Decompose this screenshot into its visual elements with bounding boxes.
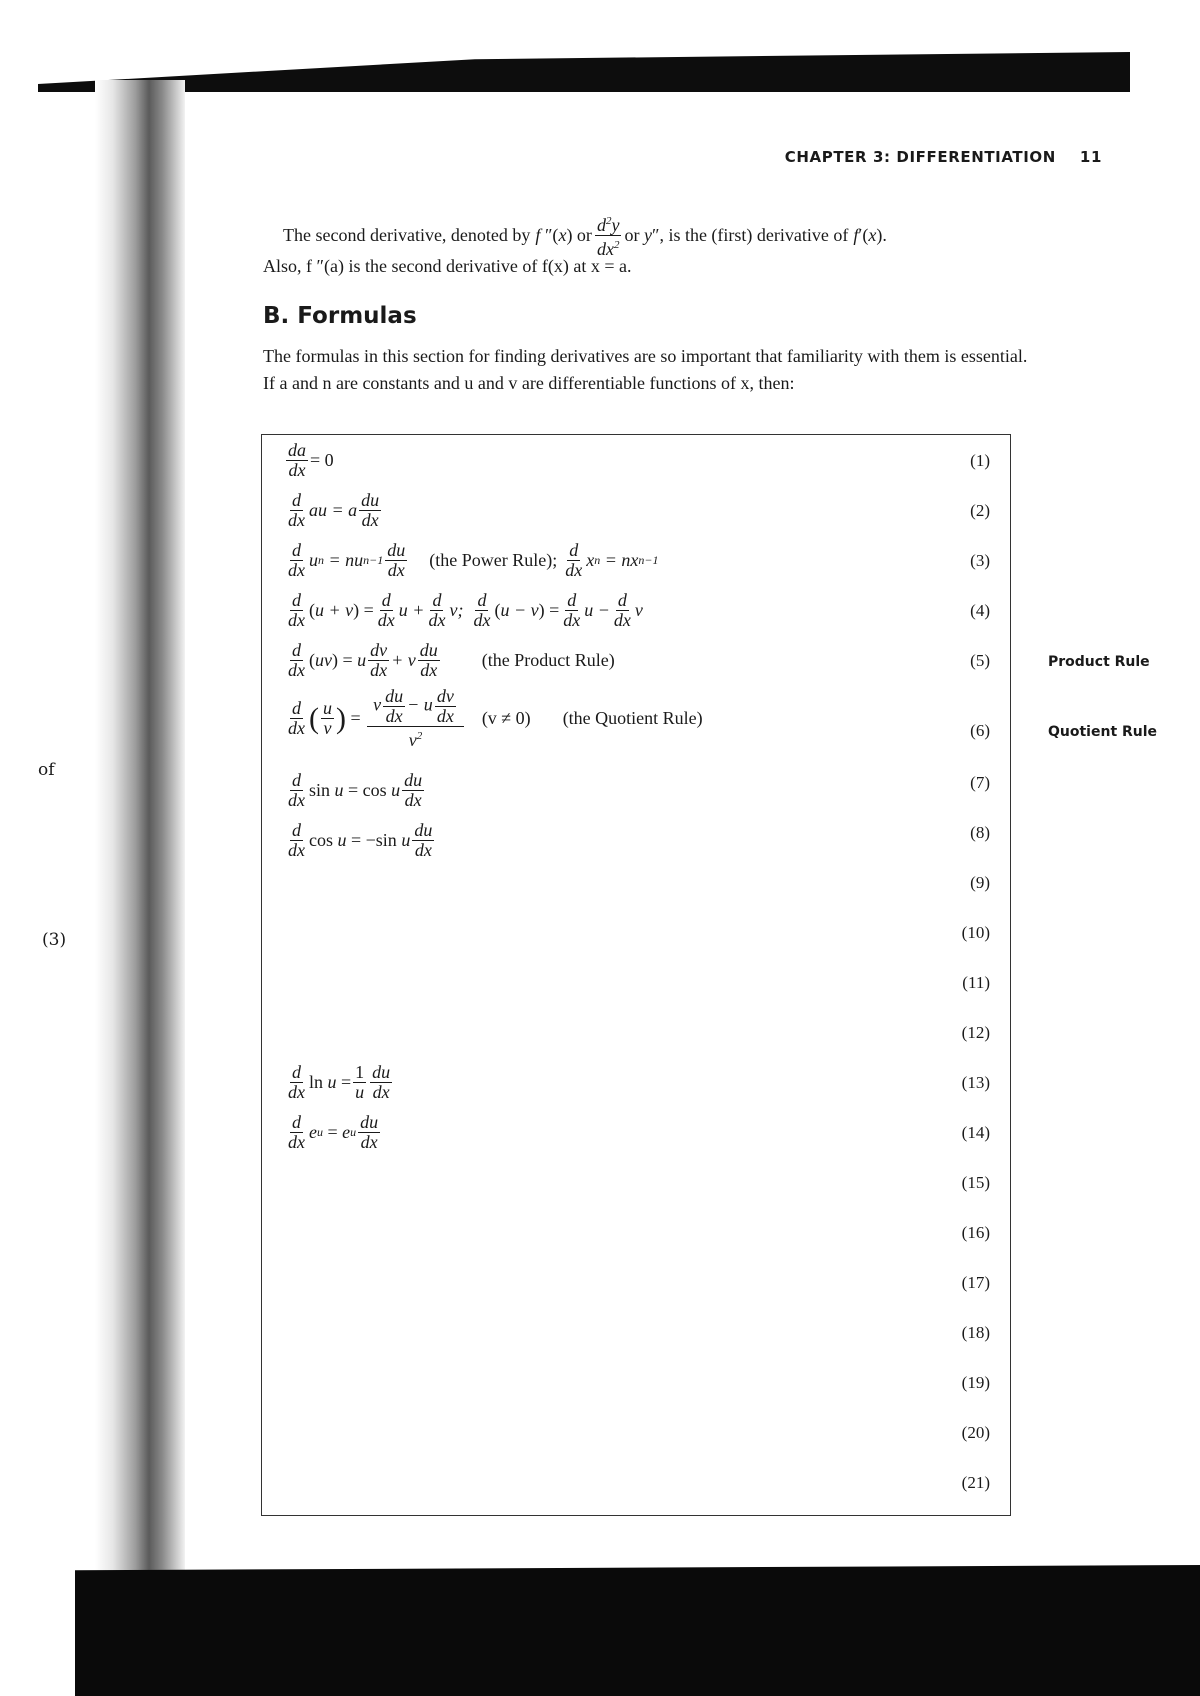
formula-7: d dx sin u = cos u du dx (288, 770, 423, 810)
equation-number: (19) (961, 1373, 990, 1392)
power-rule-label: (the Power Rule); (429, 550, 558, 570)
chapter-title: CHAPTER 3: DIFFERENTIATION (784, 148, 1056, 166)
scan-shadow-bottom (75, 1565, 1200, 1696)
equation-number: (10) (961, 923, 990, 942)
section-title: B. Formulas (263, 303, 417, 329)
equation-number: (7) (970, 773, 990, 792)
equation-number: (5) (970, 651, 990, 670)
equation-number: (20) (961, 1423, 990, 1442)
scan-shadow-top (38, 52, 1130, 92)
equation-number: (6) (970, 721, 990, 740)
formula-6: d dx ( u v ) = v $\frac{du}{dx}$ − u $\frac{dv}{dx}$ $v^2$ (v ≠ 0) (the Quotient Rule) (288, 686, 703, 750)
equation-number: (21) (961, 1473, 990, 1492)
equation-number: (3) (970, 551, 990, 570)
equation-number: (15) (961, 1173, 990, 1192)
left-page-fragment-of: of (38, 760, 55, 780)
margin-note-quotient-rule: Quotient Rule (1048, 724, 1158, 740)
equation-number: (14) (961, 1123, 990, 1142)
formula-14: d dx e u = e u du dx (288, 1112, 379, 1152)
formula-8: d dx cos u = −sin u du dx (288, 820, 433, 860)
equation-number: (16) (961, 1223, 990, 1242)
page-number: 11 (1079, 148, 1102, 166)
equation-number: (13) (961, 1073, 990, 1092)
equation-number: (12) (961, 1023, 990, 1042)
formula-1: $\frac{da}{dx}$ = 0 (288, 440, 334, 480)
formula-13: d dx ln u = $\frac{1}{u}$ du dx (288, 1062, 391, 1102)
quotient-condition: (v ≠ 0) (481, 708, 531, 728)
second-derivative-lead: The second derivative, denoted by (283, 224, 531, 245)
second-derivative-paragraph: The second derivative, denoted by f ″(x) or $d^2y$ $dx^2$ or y″ , is the (first) derivative of f′(x). (283, 210, 887, 260)
book-spine-shadow (95, 80, 185, 1600)
formula-5: d dx ( uv ) = u $\frac{dv}{dx}$ + v du dx (the Product Rule) (288, 640, 615, 680)
formula-3: d dx u n = nu n−1 du dx (the Power Rule); d dx x n = nx n−1 (288, 540, 659, 580)
also-line: Also, f ″(a) is the second derivative of f(x) at x = a. (263, 256, 632, 276)
equation-number: (1) (970, 451, 990, 470)
intro-paragraph: The formulas in this section for finding derivatives are so important that familiarity with them is essential. If a and n are constants and u and v are differentiable functions of x, then: (263, 346, 1028, 393)
formula-box (261, 434, 1011, 1516)
margin-note-product-rule: Product Rule (1048, 654, 1150, 670)
equation-number: (18) (961, 1323, 990, 1342)
quotient-rule-label: (the Quotient Rule) (562, 708, 703, 728)
second-derivative-tail: , is the (first) derivative of (659, 224, 849, 245)
running-head (785, 148, 1102, 166)
equation-number: (9) (970, 873, 990, 892)
equation-number: (4) (970, 601, 990, 620)
formula-4: d dx ( u + v ) = $\frac{d}{dx}$ u + d dx v; d dx ( u − v ) = $\frac{d}{dx}$ u − d dx v (288, 590, 643, 630)
equation-number: (11) (962, 973, 990, 992)
product-rule-label: (the Product Rule) (481, 650, 615, 670)
equation-number: (2) (970, 501, 990, 520)
formula-2: d dx au = a du dx (288, 490, 380, 530)
equation-number: (17) (961, 1273, 990, 1292)
equation-number: (8) (970, 823, 990, 842)
left-page-fragment-three: (3) (42, 930, 67, 950)
